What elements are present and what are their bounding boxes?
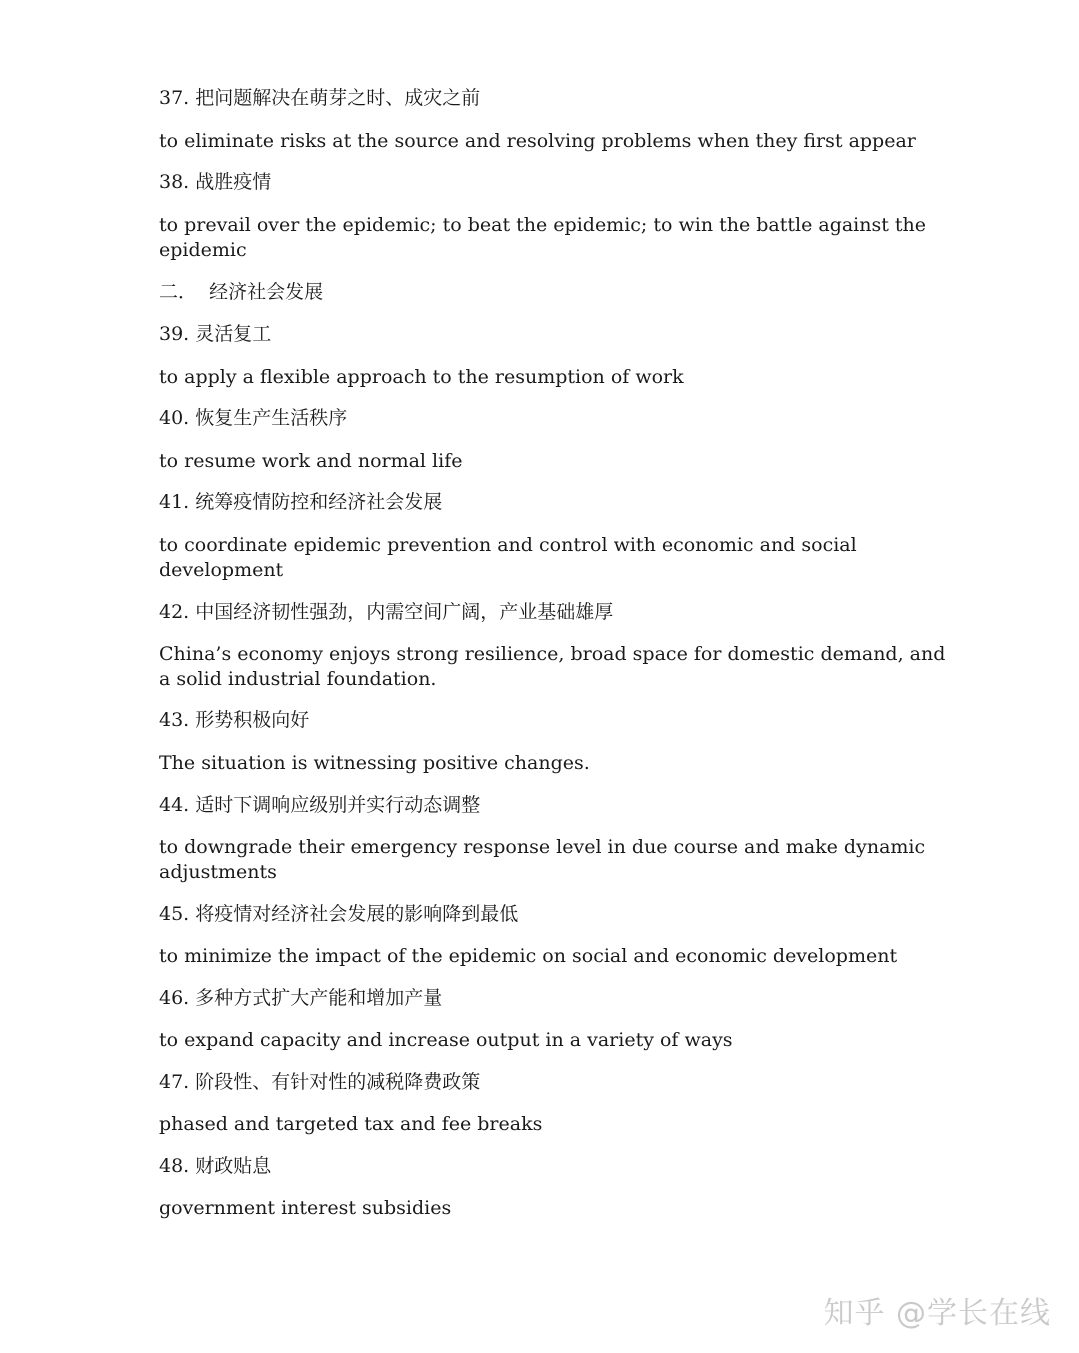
entry-44-chinese: 44. 适时下调响应级别并实行动态调整 bbox=[159, 794, 481, 816]
entry-46-english: to expand capacity and increase output in a variety of ways bbox=[159, 1029, 733, 1051]
entry-38-chinese: 38. 战胜疫情 bbox=[159, 171, 272, 193]
entry-39-chinese: 39. 灵活复工 bbox=[159, 323, 272, 345]
entry-39-english: to apply a flexible approach to the resumption of work bbox=[159, 366, 684, 388]
entry-37-chinese: 37. 把问题解决在萌芽之时、成灾之前 bbox=[159, 87, 481, 109]
entry-37-english: to eliminate risks at the source and resolving problems when they first appear bbox=[159, 130, 916, 152]
entry-40-chinese: 40. 恢复生产生活秩序 bbox=[159, 407, 348, 429]
section-heading: 二． 经济社会发展 bbox=[159, 281, 324, 303]
entry-47-english: phased and targeted tax and fee breaks bbox=[159, 1113, 543, 1135]
entry-47-chinese: 47. 阶段性、有针对性的减税降费政策 bbox=[159, 1071, 481, 1093]
entry-43-chinese: 43. 形势积极向好 bbox=[159, 709, 310, 731]
entry-42-chinese: 42. 中国经济韧性强劲，内需空间广阔，产业基础雄厚 bbox=[159, 601, 614, 623]
entry-44-english: to downgrade their emergency response level in due course and make dynamic adjustments bbox=[159, 836, 932, 883]
entry-46-chinese: 46. 多种方式扩大产能和增加产量 bbox=[159, 987, 443, 1009]
entry-41-english: to coordinate epidemic prevention and control with economic and social development bbox=[159, 534, 863, 581]
entry-45-chinese: 45. 将疫情对经济社会发展的影响降到最低 bbox=[159, 903, 519, 925]
entry-40-english: to resume work and normal life bbox=[159, 450, 463, 472]
entry-48-english: government interest subsidies bbox=[159, 1197, 452, 1219]
entry-41-chinese: 41. 统筹疫情防控和经济社会发展 bbox=[159, 491, 443, 513]
entry-43-english: The situation is witnessing positive changes. bbox=[159, 752, 590, 774]
entry-38-english: to prevail over the epidemic; to beat the epidemic; to win the battle against the epidemic bbox=[159, 214, 933, 261]
watermark: 知乎 @学长在线 bbox=[823, 1296, 1051, 1331]
entry-48-chinese: 48. 财政贴息 bbox=[159, 1155, 272, 1177]
entry-42-english: China’s economy enjoys strong resilience, broad space for domestic demand, and a solid industrial foundation. bbox=[159, 643, 952, 690]
entry-45-english: to minimize the impact of the epidemic on social and economic development bbox=[159, 945, 898, 967]
